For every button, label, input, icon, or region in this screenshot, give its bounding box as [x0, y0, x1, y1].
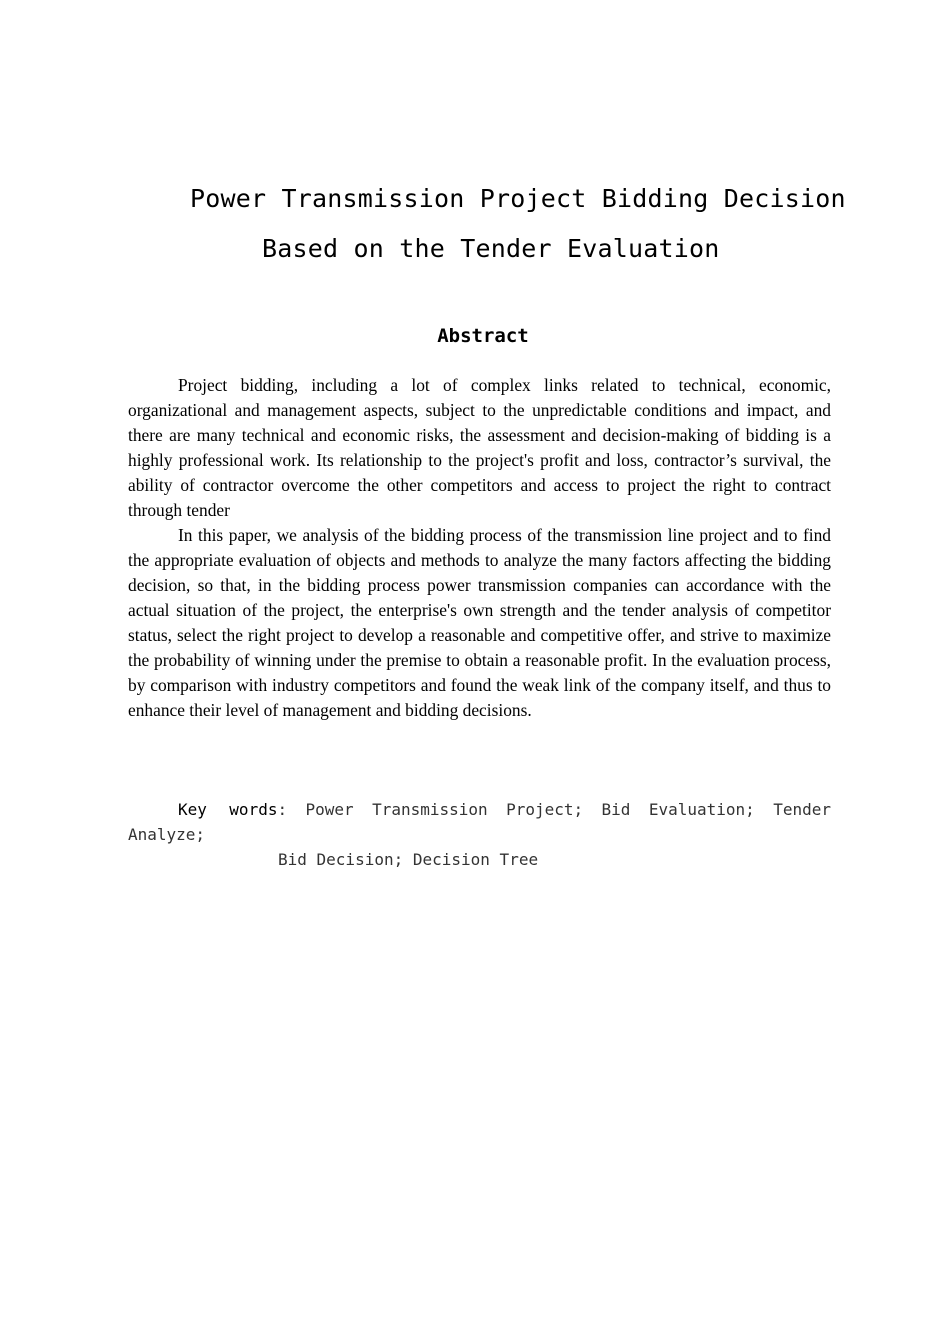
abstract-paragraph-1: Project bidding, including a lot of complex links related to technical, economic, organizational and management aspects, subject to the unpredictable conditions and impact, and there are many technical and economic risks, the assessment and decision-making of bidding is a highly professional work. Its relationship to the project's profit and loss, contractor’s survival, the ability of contractor overcome the other competitors and access to project the right to contract through tender: [128, 375, 831, 520]
title-line-1: Power Transmission Project Bidding Decision: [190, 184, 846, 213]
keywords-text-1: : Power Transmission Project; Bid Evaluation; Tender: [277, 800, 831, 819]
abstract-heading: Abstract: [437, 325, 529, 347]
abstract-body: [128, 373, 831, 723]
keywords-line-3: Bid Decision; Decision Tree: [278, 850, 539, 869]
abstract-paragraph-2: In this paper, we analysis of the bidding process of the transmission line project and to find the appropriate evaluation of objects and methods to analyze the many factors affecting the bidding decision, so that, in the bidding process power transmission companies can accordance with the actual situation of the project, the enterprise's own strength and the tender analysis of competitor status, select the right project to develop a reasonable and competitive offer, and strive to maximize the probability of winning under the premise to obtain a reasonable profit. In the evaluation process, by comparison with industry competitors and found the weak link of the company itself, and thus to enhance their level of management and bidding decisions.: [128, 525, 831, 720]
title-line-2: Based on the Tender Evaluation: [262, 234, 720, 263]
keywords-block: [128, 797, 831, 872]
keywords-line-2: Analyze;: [128, 825, 206, 844]
keywords-label: Key words: [178, 800, 278, 819]
keywords-line-1: [128, 797, 831, 822]
